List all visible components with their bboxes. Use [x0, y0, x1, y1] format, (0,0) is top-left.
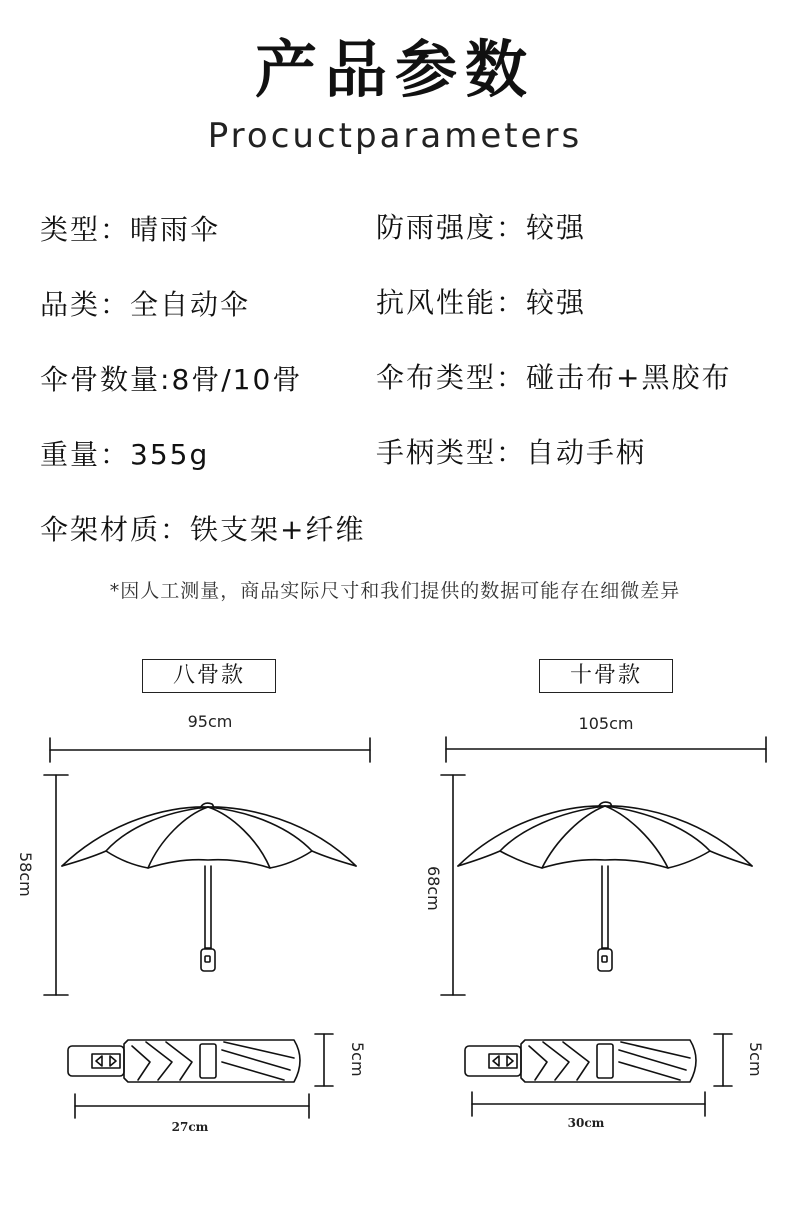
folded-length-10-rib: 30cm [567, 1116, 605, 1130]
param-label: 伞布类型： [376, 361, 527, 394]
model-label-8-rib: 八骨款 [142, 659, 276, 693]
width-label-8-rib: 95cm [187, 712, 233, 731]
param-value: 碰击布+黑胶布 [526, 361, 732, 394]
folded-length-8-rib: 27cm [171, 1120, 209, 1134]
param-label: 伞骨数量: [40, 363, 172, 396]
param-value: 较强 [526, 286, 587, 319]
param-value: 全自动伞 [130, 288, 251, 321]
param-label: 手柄类型： [376, 436, 527, 469]
param-label: 品类： [40, 288, 131, 321]
param-value: 8骨/10骨 [171, 363, 303, 396]
param-value: 铁支架+纤维 [190, 513, 366, 546]
param-value: 较强 [526, 211, 587, 244]
width-label-10-rib: 105cm [578, 714, 634, 733]
folded-diameter-8-rib: 5cm [348, 1042, 367, 1077]
page-subtitle: Procuctparameters [207, 116, 583, 156]
param-label: 类型： [40, 213, 131, 246]
width-dimension-10-rib [446, 737, 766, 762]
page-title: 产品参数 [254, 33, 535, 106]
folded-length-dimension-10-rib [472, 1092, 705, 1116]
folded-diameter-dimension-10-rib [714, 1034, 732, 1086]
param-label: 抗风性能： [376, 286, 527, 319]
height-dimension-10-rib [441, 775, 465, 995]
folded-umbrella-10-rib [465, 1040, 696, 1082]
folded-diameter-10-rib: 5cm [746, 1042, 765, 1077]
folded-diameter-dimension-8-rib [315, 1034, 333, 1086]
height-label-10-rib: 68cm [424, 866, 443, 911]
param-value: 自动手柄 [526, 436, 647, 469]
width-dimension-8-rib [50, 738, 370, 762]
open-umbrella-10-rib [458, 802, 752, 971]
height-dimension-8-rib [44, 775, 68, 995]
param-label: 重量： [40, 438, 131, 471]
param-value: 晴雨伞 [130, 213, 221, 246]
param-label: 伞架材质： [40, 513, 191, 546]
param-value: 355g [130, 438, 210, 471]
folded-umbrella-8-rib [68, 1040, 300, 1082]
folded-length-dimension-8-rib [75, 1094, 309, 1118]
measurement-note: *因人工测量，商品实际尺寸和我们提供的数据可能存在细微差异 [109, 580, 681, 602]
open-umbrella-8-rib [62, 803, 356, 971]
param-label: 防雨强度： [376, 211, 527, 244]
model-label-10-rib: 十骨款 [539, 659, 673, 693]
height-label-8-rib: 58cm [16, 852, 35, 897]
